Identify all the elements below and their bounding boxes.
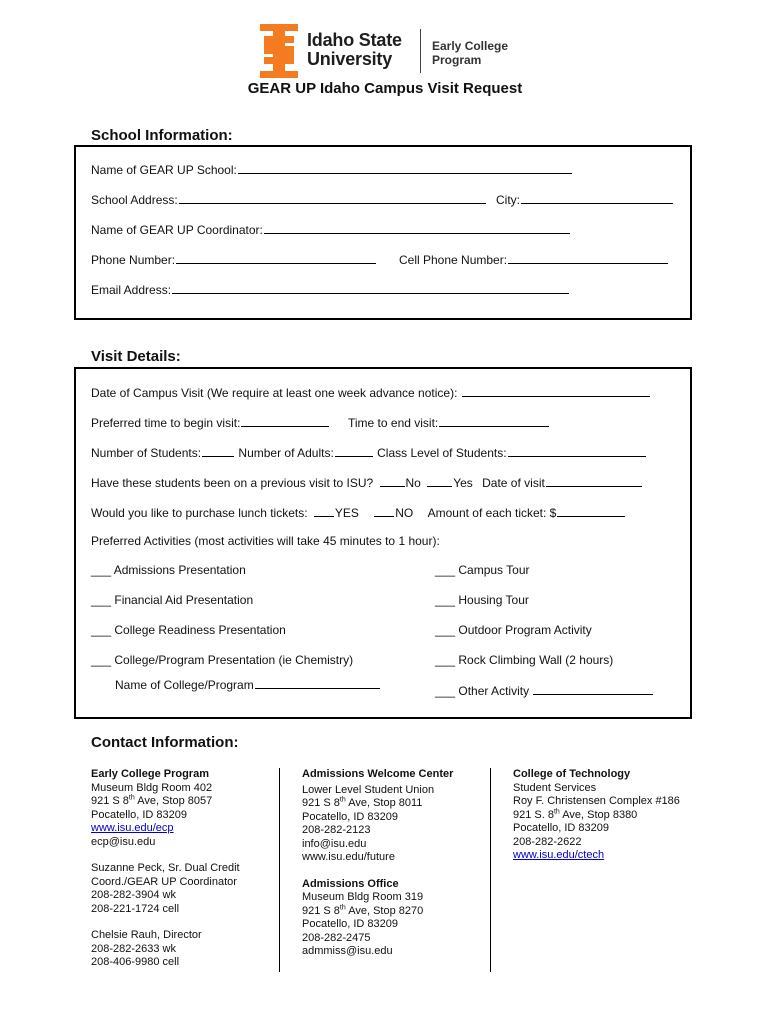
city-field[interactable] [521, 191, 673, 204]
early-college-address [91, 768, 240, 849]
previous-date-field[interactable] [546, 474, 642, 487]
activity-checkbox[interactable]: ___ [91, 653, 112, 667]
activity-label: Admissions Presentation [113, 563, 246, 577]
early-college-heading: Early College Program [91, 768, 209, 780]
previous-yes-label: Yes [453, 476, 473, 490]
admissions-office-address [302, 878, 453, 959]
street-rest: Ave, Stop 8380 [559, 808, 638, 821]
early-college-room: Museum Bldg Room 402 [91, 781, 213, 794]
school-address-row [91, 191, 487, 207]
coordinator-label: Name of GEAR UP Coordinator: [91, 223, 263, 237]
activity-college-readiness[interactable] [91, 623, 286, 637]
ticket-amount-field[interactable] [557, 504, 625, 517]
logo-divider [420, 29, 421, 73]
street-rest: Ave, Stop 8057 [134, 795, 213, 807]
begin-time-field[interactable] [241, 414, 329, 427]
email-field[interactable] [172, 281, 569, 294]
university-name-line1: Idaho State [307, 30, 402, 50]
person-cell-phone: 208-406-9980 cell [91, 956, 180, 968]
street-suffix: th [128, 794, 135, 802]
visit-date-field[interactable] [462, 384, 650, 397]
activity-campus-tour[interactable] [435, 563, 530, 577]
previous-visit-label: Have these students been on a previous visit to ISU? [91, 476, 374, 490]
street-rest: Ave, Stop 8270 [345, 904, 424, 917]
contact-college-technology [513, 768, 680, 876]
person-work-phone: 208-282-3904 wk [91, 889, 177, 901]
students-label: Number of Students: [91, 446, 202, 460]
adults-field[interactable] [335, 444, 373, 457]
person-work-phone: 208-282-2633 wk [91, 942, 177, 955]
activity-checkbox[interactable]: ___ [91, 623, 112, 637]
lunch-row [91, 504, 626, 520]
college-technology-building: Roy F. Christensen Complex #186 [513, 795, 680, 807]
students-field[interactable] [202, 444, 234, 457]
welcome-center-email: info@isu.edu [302, 837, 367, 850]
contact-divider-1 [279, 768, 280, 972]
activity-college-program[interactable] [91, 653, 353, 667]
welcome-center-city: Pocatello, ID 83209 [302, 810, 399, 823]
phone-row [91, 251, 377, 267]
other-activity-label: Other Activity [458, 684, 530, 698]
welcome-center-address [302, 768, 453, 865]
document-title: GEAR UP Idaho Campus Visit Request [247, 80, 523, 97]
early-college-email: ecp@isu.edu [91, 835, 156, 848]
program-name-line2: Program [432, 53, 482, 67]
activity-checkbox[interactable]: ___ [435, 653, 456, 667]
lunch-yes-label: YES [334, 506, 359, 520]
street-number: 921 S 8 [91, 795, 129, 807]
lunch-no-label: NO [395, 506, 414, 520]
admissions-office-heading: Admissions Office [302, 877, 399, 890]
street-suffix: th [339, 796, 346, 804]
welcome-center-heading: Admissions Welcome Center [302, 768, 454, 780]
activity-label: Outdoor Program Activity [458, 623, 592, 637]
previous-no-label: No [405, 476, 421, 490]
adults-label: Number of Adults: [238, 446, 334, 460]
university-name-line2: University [307, 49, 393, 69]
admissions-office-room: Museum Bldg Room 319 [302, 891, 424, 903]
coordinator-row [91, 221, 571, 237]
counts-row [91, 444, 647, 460]
other-activity-field[interactable] [533, 682, 653, 695]
school-name-row [91, 161, 573, 177]
begin-time-row [91, 414, 330, 430]
welcome-center-web: www.isu.edu/future [302, 851, 395, 863]
activity-label: Financial Aid Presentation [114, 593, 254, 607]
activity-housing-tour[interactable] [435, 593, 529, 607]
admissions-office-email: admmiss@isu.edu [302, 945, 393, 957]
city-label: City: [496, 193, 520, 207]
activity-checkbox[interactable]: ___ [435, 684, 456, 698]
contact-person-peck [91, 862, 240, 916]
previous-no-checkbox[interactable] [380, 474, 405, 487]
activity-label: Campus Tour [458, 563, 530, 577]
street-suffix: th [339, 903, 346, 911]
ticket-amount-label: Amount of each ticket: $ [427, 506, 557, 520]
school-name-field[interactable] [238, 161, 572, 174]
street-number: 921 S 8 [302, 904, 340, 917]
isu-logo [255, 22, 525, 82]
activities-intro: Preferred Activities (most activities will take 45 minutes to 1 hour): [91, 534, 440, 548]
welcome-center-phone: 208-282-2123 [302, 824, 371, 836]
previous-visit-row [91, 474, 643, 490]
phone-field[interactable] [176, 251, 376, 264]
college-technology-dept: Student Services [513, 781, 597, 794]
university-name [307, 31, 402, 69]
end-time-label: Time to end visit: [348, 416, 439, 430]
activity-outdoor-program[interactable] [435, 623, 592, 637]
coordinator-field[interactable] [264, 221, 570, 234]
college-technology-heading: College of Technology [513, 768, 631, 780]
cell-field[interactable] [508, 251, 668, 264]
school-name-label: Name of GEAR UP School: [91, 163, 237, 177]
school-address-label: School Address: [91, 193, 178, 207]
activity-other[interactable] [435, 682, 654, 698]
end-time-row [348, 414, 550, 430]
class-level-field[interactable] [508, 444, 646, 457]
college-technology-street [513, 809, 680, 823]
city-row [496, 191, 674, 207]
welcome-center-location: Lower Level Student Union [302, 783, 435, 796]
class-level-label: Class Level of Students: [377, 446, 507, 460]
street-number: 921 S 8 [302, 797, 340, 809]
visit-date-label: Date of Campus Visit (We require at least one week advance notice): [91, 386, 458, 400]
contact-early-college [91, 768, 240, 983]
welcome-center-street [302, 797, 453, 811]
lunch-label: Would you like to purchase lunch tickets: [91, 506, 308, 520]
activity-checkbox[interactable]: ___ [435, 623, 456, 637]
previous-date-label: Date of visit [482, 476, 545, 490]
college-technology-city: Pocatello, ID 83209 [513, 822, 610, 834]
school-info-heading: School Information: [91, 127, 233, 144]
admissions-office-city: Pocatello, ID 83209 [302, 918, 399, 930]
email-row [91, 281, 570, 297]
activity-rock-climbing[interactable] [435, 653, 613, 667]
activity-checkbox[interactable]: ___ [435, 563, 456, 577]
program-name [432, 39, 508, 67]
activity-checkbox[interactable]: ___ [91, 593, 112, 607]
cell-label: Cell Phone Number: [399, 253, 508, 267]
person-title: Coord./GEAR UP Coordinator [91, 875, 237, 888]
email-label: Email Address: [91, 283, 172, 297]
activity-financial-aid[interactable] [91, 593, 253, 607]
early-college-web-link[interactable]: www.isu.edu/ecp [91, 822, 174, 834]
person-name: Suzanne Peck, Sr. Dual Credit [91, 862, 240, 874]
school-address-field[interactable] [179, 191, 486, 204]
early-college-street [91, 795, 240, 809]
street-suffix: th [553, 807, 560, 815]
lunch-no-checkbox[interactable] [374, 504, 394, 517]
college-program-name-field[interactable] [255, 676, 380, 689]
contact-info-heading: Contact Information: [91, 734, 239, 751]
begin-time-label: Preferred time to begin visit: [91, 416, 241, 430]
activity-label: Housing Tour [458, 593, 529, 607]
college-program-name-row [115, 676, 381, 692]
contact-admissions [302, 768, 453, 972]
activity-label: College/Program Presentation (ie Chemistry) [114, 653, 354, 667]
activity-label: Rock Climbing Wall (2 hours) [458, 653, 614, 667]
visit-details-heading: Visit Details: [91, 348, 181, 365]
visit-date-row [91, 384, 651, 400]
college-technology-address [513, 768, 680, 863]
contact-divider-2 [490, 768, 491, 972]
program-name-line1: Early College [432, 39, 509, 53]
activity-label: College Readiness Presentation [114, 623, 286, 637]
isu-i-mark-icon [260, 24, 298, 78]
activity-checkbox[interactable]: ___ [91, 563, 112, 577]
early-college-city: Pocatello, ID 83209 [91, 808, 188, 821]
phone-label: Phone Number: [91, 253, 176, 267]
admissions-office-phone: 208-282-2475 [302, 931, 371, 944]
cell-row [399, 251, 669, 267]
activity-checkbox[interactable]: ___ [435, 593, 456, 607]
admissions-office-street [302, 905, 453, 919]
end-time-field[interactable] [439, 414, 549, 427]
person-cell-phone: 208-221-1724 cell [91, 902, 180, 915]
street-rest: Ave, Stop 8011 [345, 797, 423, 809]
lunch-yes-checkbox[interactable] [314, 504, 334, 517]
person-name: Chelsie Rauh, Director [91, 929, 202, 941]
previous-yes-checkbox[interactable] [427, 474, 452, 487]
college-technology-phone: 208-282-2622 [513, 835, 582, 848]
college-technology-web-link[interactable]: www.isu.edu/ctech [513, 849, 605, 861]
college-program-name-label: Name of College/Program [115, 678, 254, 692]
street-number: 921 S. 8 [513, 808, 554, 821]
activity-admissions[interactable] [91, 563, 246, 577]
contact-person-rauh [91, 929, 240, 970]
